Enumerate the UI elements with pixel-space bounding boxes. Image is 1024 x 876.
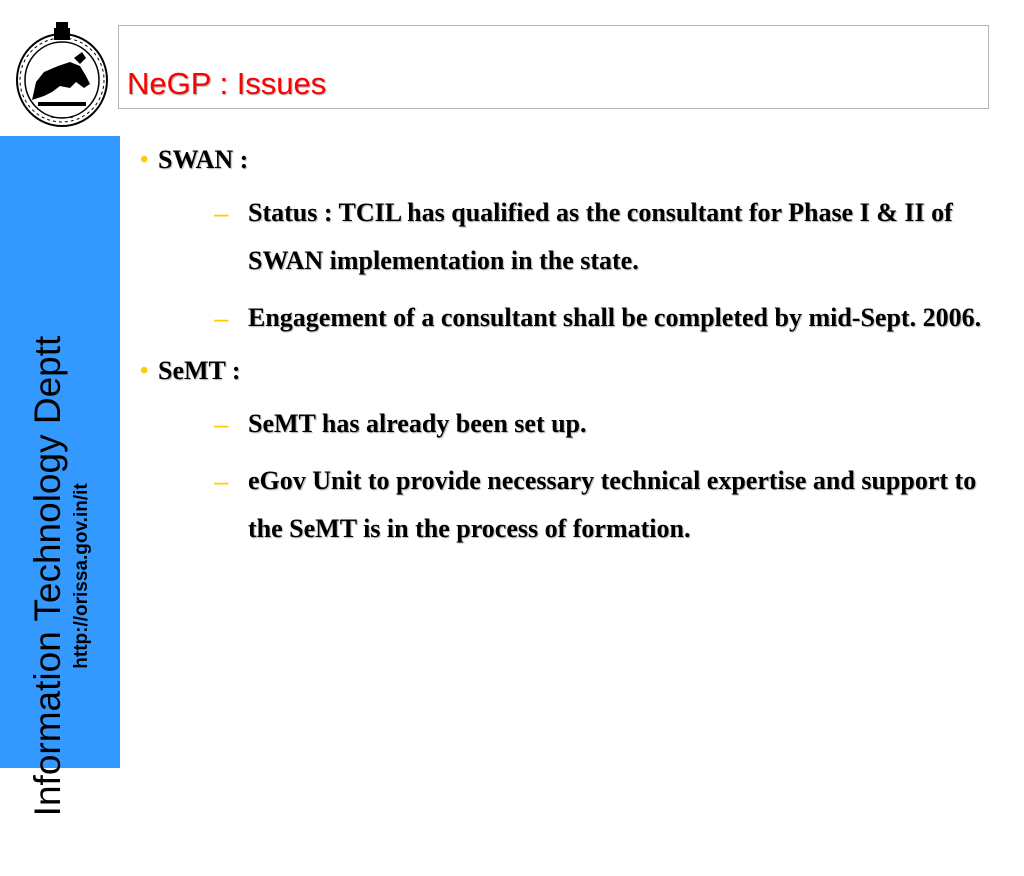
slide-title: NeGP : Issues xyxy=(127,66,327,101)
bullet-icon: • xyxy=(140,358,149,384)
section-heading-text: SeMT : xyxy=(158,356,241,385)
list-item-text: Status : TCIL has qualified as the consultant for Phase I & II of SWAN implementation in the state. xyxy=(248,198,953,275)
dash-icon: – xyxy=(214,303,229,333)
slide-content xyxy=(140,140,1000,562)
dash-icon: – xyxy=(214,198,229,228)
list-item xyxy=(214,189,994,285)
sidebar-text xyxy=(26,276,94,876)
sidebar xyxy=(0,136,120,817)
list-item-text: Engagement of a consultant shall be completed by mid-Sept. 2006. xyxy=(248,303,982,332)
bullet-icon: • xyxy=(140,147,149,173)
title-box xyxy=(118,25,989,109)
list-item xyxy=(214,294,994,342)
list-item xyxy=(214,457,994,553)
svg-text:~~~~: ~~~~ xyxy=(50,114,74,122)
sidebar-url: http://orissa.gov.in/it xyxy=(71,483,92,669)
section-heading-text: SWAN : xyxy=(158,145,249,174)
dash-icon: – xyxy=(214,466,229,496)
section-heading-swan xyxy=(140,140,1000,180)
list-item-text: eGov Unit to provide necessary technical expertise and support to the SeMT is in the process of formation. xyxy=(248,466,977,543)
sidebar-title: Information Technology Deptt xyxy=(27,335,68,817)
dash-icon: – xyxy=(214,409,229,439)
section-heading-semt xyxy=(140,351,1000,391)
state-emblem-icon xyxy=(14,22,110,130)
list-item-text: SeMT has already been set up. xyxy=(248,409,587,438)
list-item xyxy=(214,400,994,448)
